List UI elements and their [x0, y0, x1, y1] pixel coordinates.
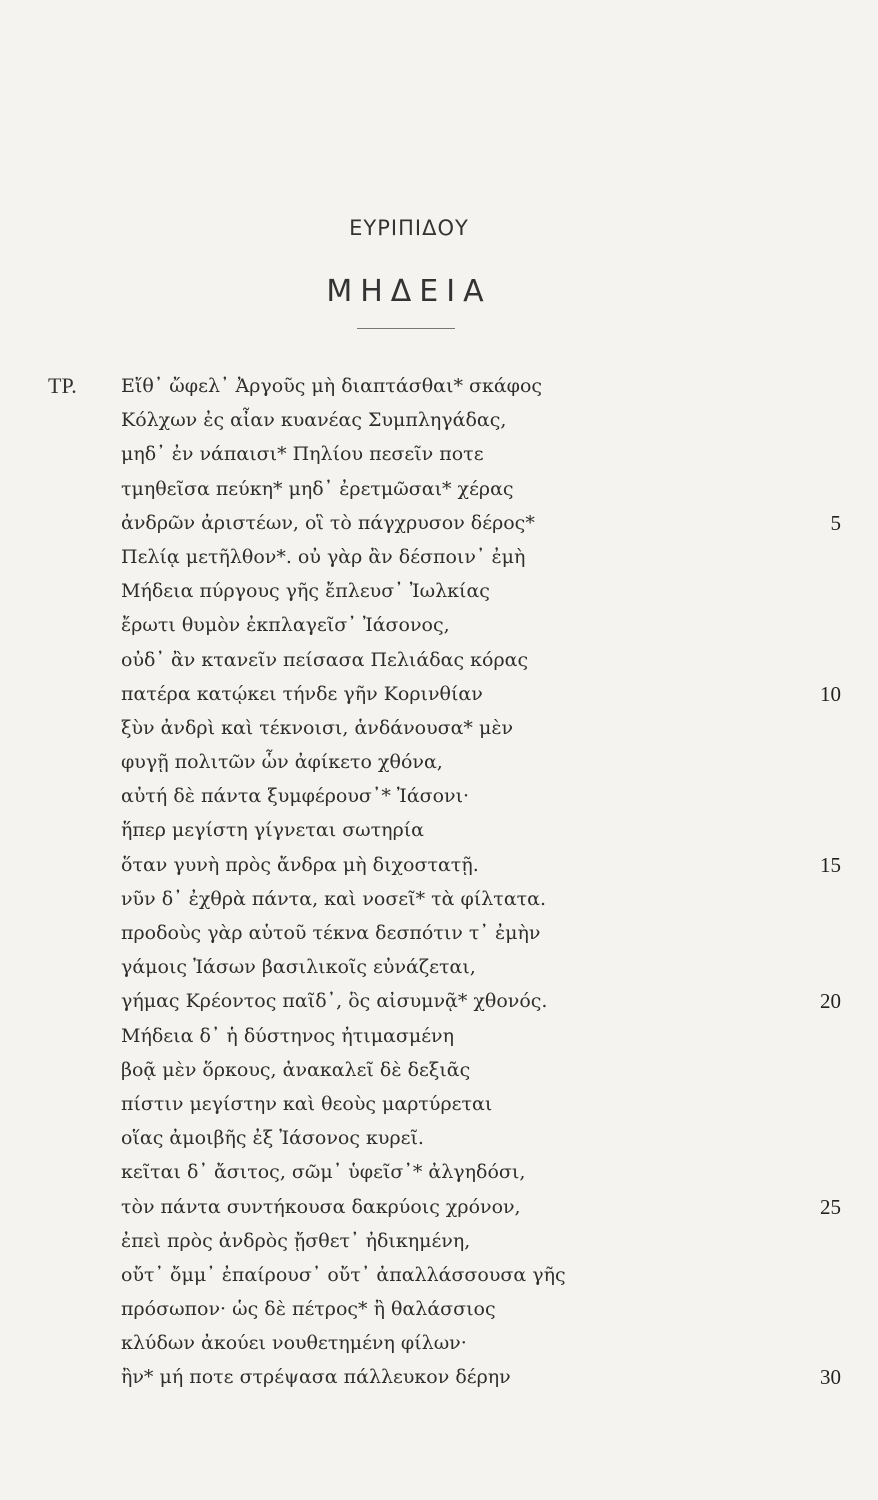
- line-number: 20: [820, 989, 841, 1014]
- verse-text: φυγῇ πολιτῶν ὧν ἀφίκετο χθόνα,: [121, 751, 443, 774]
- verse-line: [121, 984, 841, 1018]
- verse-line: [121, 1292, 841, 1326]
- verse-text: νῦν δ᾽ ἐχθρὰ πάντα, καὶ νοσεῖ* τὰ φίλτατα.: [121, 887, 547, 910]
- verse-text: ὅταν γυνὴ πρὸς ἄνδρα μὴ διχοστατῇ.: [121, 853, 479, 876]
- verse-line: [121, 1155, 841, 1189]
- verse-text: οἵας ἀμοιβῆς ἐξ Ἰάσονος κυρεῖ.: [121, 1127, 424, 1150]
- verse-text: Μήδεια δ᾽ ἡ δύστηνος ἠτιμασμένη: [121, 1024, 454, 1047]
- line-number: 25: [820, 1194, 841, 1219]
- verse-line: [121, 1087, 841, 1121]
- line-number: 30: [820, 1365, 841, 1390]
- verse-line: [121, 677, 841, 711]
- author-heading: ΕΥΡΙΠΙΔΟΥ: [349, 216, 469, 240]
- play-title: ΜΗΔΕΙΑ: [326, 274, 492, 309]
- verse-line: [121, 1326, 841, 1360]
- verse-text: πατέρα κατῴκει τήνδε γῆν Κορινθίαν: [121, 682, 483, 705]
- verse-block: [121, 369, 841, 1395]
- verse-text: κεῖται δ᾽ ἄσιτος, σῶμ᾽ ὑφεῖσ᾽* ἀλγηδόσι,: [121, 1161, 526, 1184]
- verse-text: γήμας Κρέοντος παῖδ᾽, ὃς αἰσυμνᾷ* χθονός.: [121, 990, 548, 1013]
- line-number: 10: [820, 681, 841, 706]
- verse-line: [121, 848, 841, 882]
- verse-line: [121, 1053, 841, 1087]
- verse-line: [121, 540, 841, 574]
- verse-line: [121, 574, 841, 608]
- verse-text: οὔτ᾽ ὄμμ᾽ ἐπαίρουσ᾽ οὔτ᾽ ἀπαλλάσσουσα γῆς: [121, 1263, 566, 1286]
- verse-line: [121, 779, 841, 813]
- verse-line: [121, 745, 841, 779]
- verse-line: [121, 1019, 841, 1053]
- verse-line: [121, 506, 841, 540]
- line-number: 15: [820, 852, 841, 877]
- verse-line: [121, 369, 841, 403]
- verse-text: τμηθεῖσα πεύκη* μηδ᾽ ἐρετμῶσαι* χέρας: [121, 477, 514, 500]
- verse-text: κλύδων ἀκούει νουθετημένη φίλων·: [121, 1332, 467, 1355]
- verse-line: [121, 403, 841, 437]
- verse-line: [121, 472, 841, 506]
- verse-text: αὐτή δὲ πάντα ξυμφέρουσ᾽* Ἰάσονι·: [121, 785, 470, 808]
- verse-line: [121, 437, 841, 471]
- verse-text: πρόσωπον· ὡς δὲ πέτρος* ἢ θαλάσσιος: [121, 1298, 496, 1321]
- verse-line: [121, 643, 841, 677]
- verse-line: [121, 950, 841, 984]
- verse-text: ἥπερ μεγίστη γίγνεται σωτηρία: [121, 819, 425, 842]
- verse-text: Εἴθ᾽ ὤφελ᾽ Ἀργοῦς μὴ διαπτάσθαι* σκάφος: [121, 375, 543, 397]
- verse-text: οὐδ᾽ ἂν κτανεῖν πείσασα Πελιάδας κόρας: [121, 648, 529, 671]
- verse-text: Κόλχων ἐς αἶαν κυανέας Συμπληγάδας,: [121, 409, 507, 432]
- verse-line: [121, 1224, 841, 1258]
- verse-line: [121, 1360, 841, 1394]
- verse-text: μηδ᾽ ἐν νάπαισι* Πηλίου πεσεῖν ποτε: [121, 443, 484, 466]
- title-divider: [357, 328, 455, 329]
- verse-line: [121, 1190, 841, 1224]
- verse-line: [121, 1258, 841, 1292]
- verse-line: [121, 608, 841, 642]
- verse-text: γάμοις Ἰάσων βασιλικοῖς εὐνάζεται,: [121, 956, 476, 979]
- verse-text: Πελίᾳ μετῆλθον*. οὐ γὰρ ἂν δέσποιν᾽ ἐμὴ: [121, 545, 526, 568]
- verse-line: [121, 1121, 841, 1155]
- verse-line: [121, 813, 841, 847]
- verse-text: ἔρωτι θυμὸν ἐκπλαγεῖσ᾽ Ἰάσονος,: [121, 614, 450, 637]
- line-number: 5: [830, 510, 841, 535]
- verse-text: προδοὺς γὰρ αὑτοῦ τέκνα δεσπότιν τ᾽ ἐμὴν: [121, 922, 541, 944]
- verse-text: βοᾷ μὲν ὅρκους, ἀνακαλεῖ δὲ δεξιᾶς: [121, 1058, 471, 1081]
- speaker-label: ΤΡ.: [48, 373, 77, 398]
- verse-text: ξὺν ἀνδρὶ καὶ τέκνοισι, ἁνδάνουσα* μὲν: [121, 716, 514, 739]
- verse-text: ἢν* μή ποτε στρέψασα πάλλευκον δέρην: [121, 1366, 511, 1389]
- verse-line: [121, 882, 841, 916]
- verse-text: Μήδεια πύργους γῆς ἔπλευσ᾽ Ἰωλκίας: [121, 580, 490, 603]
- verse-text: τὸν πάντα συντήκουσα δακρύοις χρόνον,: [121, 1195, 521, 1218]
- verse-line: [121, 711, 841, 745]
- verse-text: πίστιν μεγίστην καὶ θεοὺς μαρτύρεται: [121, 1092, 493, 1115]
- verse-line: [121, 916, 841, 950]
- verse-text: ἐπεὶ πρὸς ἀνδρὸς ᾔσθετ᾽ ἠδικημένη,: [121, 1229, 471, 1252]
- verse-text: ἀνδρῶν ἀριστέων, οἳ τὸ πάγχρυσον δέρος*: [121, 511, 535, 534]
